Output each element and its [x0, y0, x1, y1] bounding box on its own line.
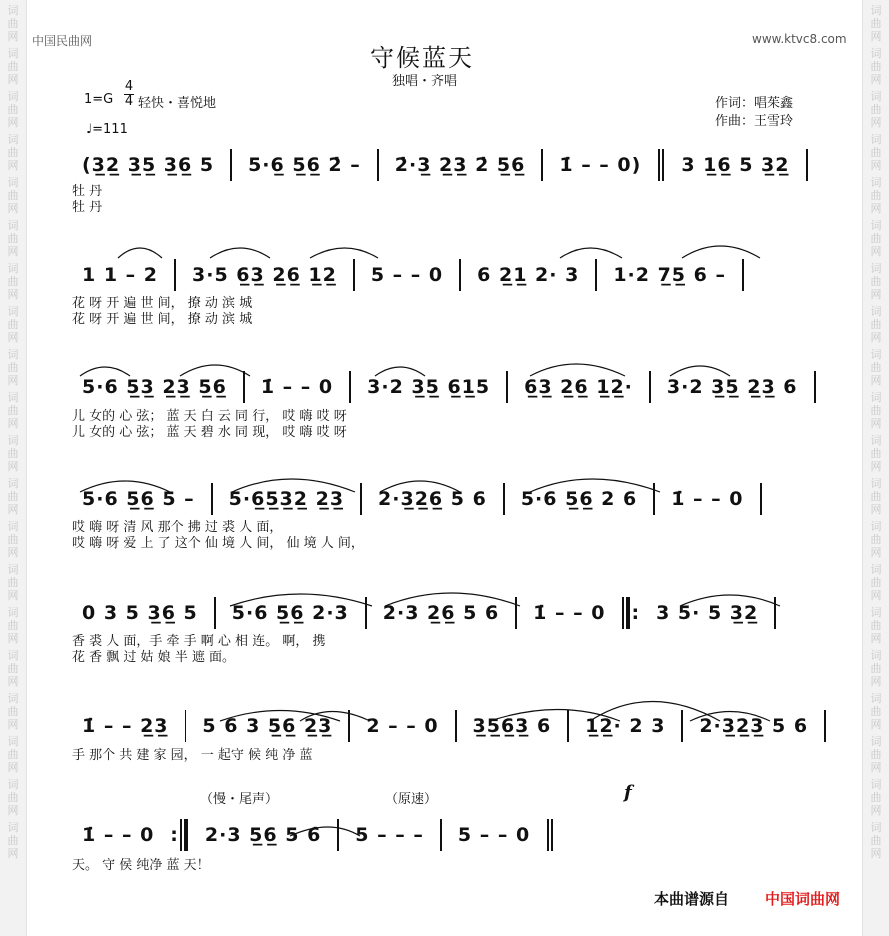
score-row-6 — [72, 713, 832, 739]
edge-watermark-text: 词曲网 — [870, 477, 882, 516]
lyrics-row-3-verse-1: 儿 女的 心 弦； 蓝 天 白 云 同 行， 哎 嗨 哎 呀 — [72, 409, 347, 424]
footer-site-link[interactable]: 中国词曲网 — [765, 890, 841, 908]
measure-notes: 6 2̲1̲ 2· 3 — [477, 264, 580, 286]
dynamic-mark: f — [624, 782, 632, 803]
barline — [459, 259, 461, 291]
source-right-watermark: www.ktvc8.com — [752, 32, 847, 46]
lyrics-row-4-verse-1: 哎 嗨 呀 清 风 那个 拂 过 裘 人 面， — [72, 520, 283, 535]
edge-watermark-text: 词曲网 — [870, 692, 882, 731]
repeat-barline: : — [170, 819, 189, 851]
barline — [742, 259, 744, 291]
lyrics-row-6-verse-1: 手 那个 共 建 家 园， 一 起守 候 纯 净 蓝 — [72, 748, 313, 763]
edge-watermark-text: 词曲网 — [870, 348, 882, 387]
measure-notes: 3̲5̲6̲3̲ 6 — [472, 715, 552, 737]
measure-notes: 5 – – 0 — [370, 264, 444, 286]
edge-watermark-text: 词曲网 — [7, 520, 19, 559]
measure-notes: 1·2 7̲5̲ 6 – — [613, 264, 726, 286]
barline — [824, 710, 826, 742]
edge-watermark-text: 词曲网 — [7, 434, 19, 473]
lyrics-row-7-verse-1: 天。 守 侯 纯净 蓝 天！ — [72, 858, 210, 873]
measure-notes: 5 6 3 5̲6̲ 2̲3̲ — [202, 715, 333, 737]
lyrics-row-3-verse-2: 儿 女的 心 弦； 蓝 天 碧 水 同 现， 哎 嗨 哎 呀 — [72, 425, 347, 440]
barline — [806, 149, 808, 181]
lyrics-row-1-verse-1: 牡 丹 — [72, 184, 103, 199]
barline — [243, 371, 245, 403]
measure-notes: 1̇ – – 0 — [671, 488, 744, 510]
measure-notes: 5·6 5̲6̲ 2·3 — [231, 602, 349, 624]
edge-watermark-text: 词曲网 — [870, 563, 882, 602]
composer-credit: 作曲：王雪玲 — [715, 114, 794, 129]
barline — [211, 483, 213, 515]
measure-notes: 1 1 – 2 — [82, 264, 159, 286]
double-barline — [546, 819, 554, 851]
edge-watermark-text: 词曲网 — [7, 391, 19, 430]
edge-watermark-text: 词曲网 — [7, 821, 19, 860]
edge-watermark-text: 词曲网 — [7, 606, 19, 645]
edge-watermark-text: 词曲网 — [870, 735, 882, 774]
left-watermark-strip — [0, 0, 27, 936]
lyrics-row-5-verse-1: 香 裘 人 面，手 牵 手 啊 心 相 连。 啊， 携 — [72, 634, 326, 649]
edge-watermark-text: 词曲网 — [870, 133, 882, 172]
measure-notes: 3·2 3̲5̲ 2̲3̲ 6 — [666, 376, 798, 398]
barline — [360, 483, 362, 515]
barline — [353, 259, 355, 291]
edge-watermark-text: 词曲网 — [7, 133, 19, 172]
score-row-2 — [72, 262, 832, 288]
barline — [541, 149, 543, 181]
lyrics-row-1-verse-2: 牡 丹 — [72, 200, 103, 215]
edge-watermark-text: 词曲网 — [7, 90, 19, 129]
edge-watermark-text: 词曲网 — [870, 520, 882, 559]
time-signature-top: 4 — [124, 79, 134, 94]
measure-notes: 2̇·3̲ 2̲3̲ 2̇ 5̲6̲ — [394, 154, 526, 176]
measure-notes: 2·3̲2̲3̲ 5 6 — [699, 715, 809, 737]
edge-watermark-text: 词曲网 — [7, 219, 19, 258]
repeat-barline: : — [621, 597, 640, 629]
right-watermark-strip — [862, 0, 889, 936]
barline — [230, 149, 232, 181]
measure-notes: 5·6 5̲6̲ 5 – — [82, 488, 195, 510]
key-signature: 1=G — [84, 92, 114, 107]
edge-watermark-text: 词曲网 — [7, 4, 19, 43]
score-row-4 — [72, 486, 832, 512]
edge-watermark-text: 词曲网 — [870, 47, 882, 86]
barline — [681, 710, 683, 742]
edge-watermark-text: 词曲网 — [7, 649, 19, 688]
measure-notes: 0 3 5 3̲6̲ 5 — [82, 602, 198, 624]
tempo-mark-slow-coda: （慢・尾声） — [200, 792, 279, 807]
measure-notes: 3·5 6̲3̲ 2̲6̲ 1̲2̲ — [192, 264, 337, 286]
edge-watermark-text: 词曲网 — [870, 4, 882, 43]
score-row-3 — [72, 374, 832, 400]
measure-notes: 5 – – 0 — [457, 824, 531, 846]
barline — [649, 371, 651, 403]
barline — [653, 483, 655, 515]
edge-watermark-text: 词曲网 — [7, 262, 19, 301]
time-signature — [124, 80, 134, 109]
edge-watermark-text: 词曲网 — [870, 821, 882, 860]
edge-watermark-text: 词曲网 — [7, 778, 19, 817]
edge-watermark-text: 词曲网 — [870, 778, 882, 817]
measure-notes: 2 – – 0 — [366, 715, 439, 737]
edge-watermark-text: 词曲网 — [7, 563, 19, 602]
measure-notes: 5 – – – — [355, 824, 424, 846]
measure-notes: 2·3 2̲6̲ 5 6 — [382, 602, 500, 624]
measure-notes: 1̇ – – 2̲3̲ — [82, 715, 169, 737]
edge-watermark-text: 词曲网 — [870, 649, 882, 688]
barline — [503, 483, 505, 515]
measure-notes: (3̲2̲ 3̲5̲ 3̲6̲ 5 — [82, 154, 215, 176]
measure-notes: 5·6 5̲6̲ 2 6 — [520, 488, 638, 510]
edge-watermark-text: 词曲网 — [870, 90, 882, 129]
barline — [214, 597, 216, 629]
song-subtitle: 独唱・齐唱 — [392, 74, 458, 89]
barline — [185, 710, 187, 742]
barline — [349, 371, 351, 403]
edge-watermark-text: 词曲网 — [870, 305, 882, 344]
lyrics-row-2-verse-1: 花 呀 开 遍 世 间， 撩 动 滨 城 — [72, 296, 253, 311]
measure-notes: 5·6 5̲3̲ 2̲3̲ 5̲6̲ — [82, 376, 227, 398]
measure-notes: 5·6̲5̲3̲2̲ 2̲3̲ — [228, 488, 345, 510]
barline — [377, 149, 379, 181]
edge-watermark-text: 词曲网 — [7, 735, 19, 774]
measure-notes: 6̲3̲ 2̲6̲ 1̲2̲· — [524, 376, 633, 398]
edge-watermark-text: 词曲网 — [7, 176, 19, 215]
measure-notes: 1̇ – – 0 — [260, 376, 334, 398]
measure-notes: 5·6̲ 5̲6̲ 2̇ – — [248, 154, 361, 176]
barline — [774, 597, 776, 629]
edge-watermark-text: 词曲网 — [870, 176, 882, 215]
lyricist-credit: 作词：唱茱鑫 — [715, 96, 794, 111]
edge-watermark-text: 词曲网 — [7, 47, 19, 86]
time-signature-bottom: 4 — [124, 94, 134, 109]
double-barline — [657, 149, 665, 181]
barline — [440, 819, 442, 851]
edge-watermark-text: 词曲网 — [7, 477, 19, 516]
edge-watermark-text: 词曲网 — [870, 391, 882, 430]
edge-watermark-text: 词曲网 — [7, 348, 19, 387]
source-left-watermark: 中国民曲网 — [32, 34, 93, 48]
measure-notes: 3·2 3̲5̲ 6̲1̲5 — [367, 376, 491, 398]
measure-notes: 2·3 5̲6̲ 5 6̇ — [204, 824, 322, 846]
measure-notes: 1̲2̲· 2 3 — [585, 715, 666, 737]
barline — [506, 371, 508, 403]
tempo-text: 轻快・喜悦地 — [138, 96, 217, 111]
measure-notes: 1̇ – – 0 — [533, 602, 606, 624]
edge-watermark-text: 词曲网 — [7, 305, 19, 344]
edge-watermark-text: 词曲网 — [870, 262, 882, 301]
score-row-1 — [72, 152, 832, 178]
edge-watermark-text: 词曲网 — [870, 606, 882, 645]
barline — [348, 710, 350, 742]
barline — [337, 819, 339, 851]
score-row-7 — [72, 822, 832, 848]
lyrics-row-4-verse-2: 哎 嗨 呀 爱 上 了 这个 仙 境 人 间， 仙 境 人 间， — [72, 536, 364, 551]
footer-source-label: 本曲谱源自 — [654, 890, 730, 908]
measure-notes: 1̇ – – 0 — [82, 824, 155, 846]
song-title: 守候蓝天 — [370, 44, 474, 72]
edge-watermark-text: 词曲网 — [870, 434, 882, 473]
lyrics-row-5-verse-2: 花 香 飘 过 姑 娘 半 遮 面。 — [72, 650, 236, 665]
measure-notes: 1̇ – – 0) — [559, 154, 642, 176]
edge-watermark-text: 词曲网 — [7, 692, 19, 731]
metronome-mark: ♩=111 — [86, 122, 128, 137]
barline — [595, 259, 597, 291]
edge-watermark-text: 词曲网 — [870, 219, 882, 258]
measure-notes: 3 1̲6̲ 5 3̲2̲ — [681, 154, 790, 176]
measure-notes: 2·3̲2̲6̲ 5 6 — [378, 488, 487, 510]
barline — [515, 597, 517, 629]
lyrics-row-2-verse-2: 花 呀 开 遍 世 间， 撩 动 滨 城 — [72, 312, 253, 327]
barline — [567, 710, 569, 742]
barline — [455, 710, 457, 742]
barline — [814, 371, 816, 403]
barline — [760, 483, 762, 515]
barline — [365, 597, 367, 629]
score-row-5 — [72, 600, 832, 626]
measure-notes: 3 5· 5 3̲2̲ — [656, 602, 759, 624]
barline — [174, 259, 176, 291]
tempo-mark-original: （原速） — [385, 792, 438, 807]
